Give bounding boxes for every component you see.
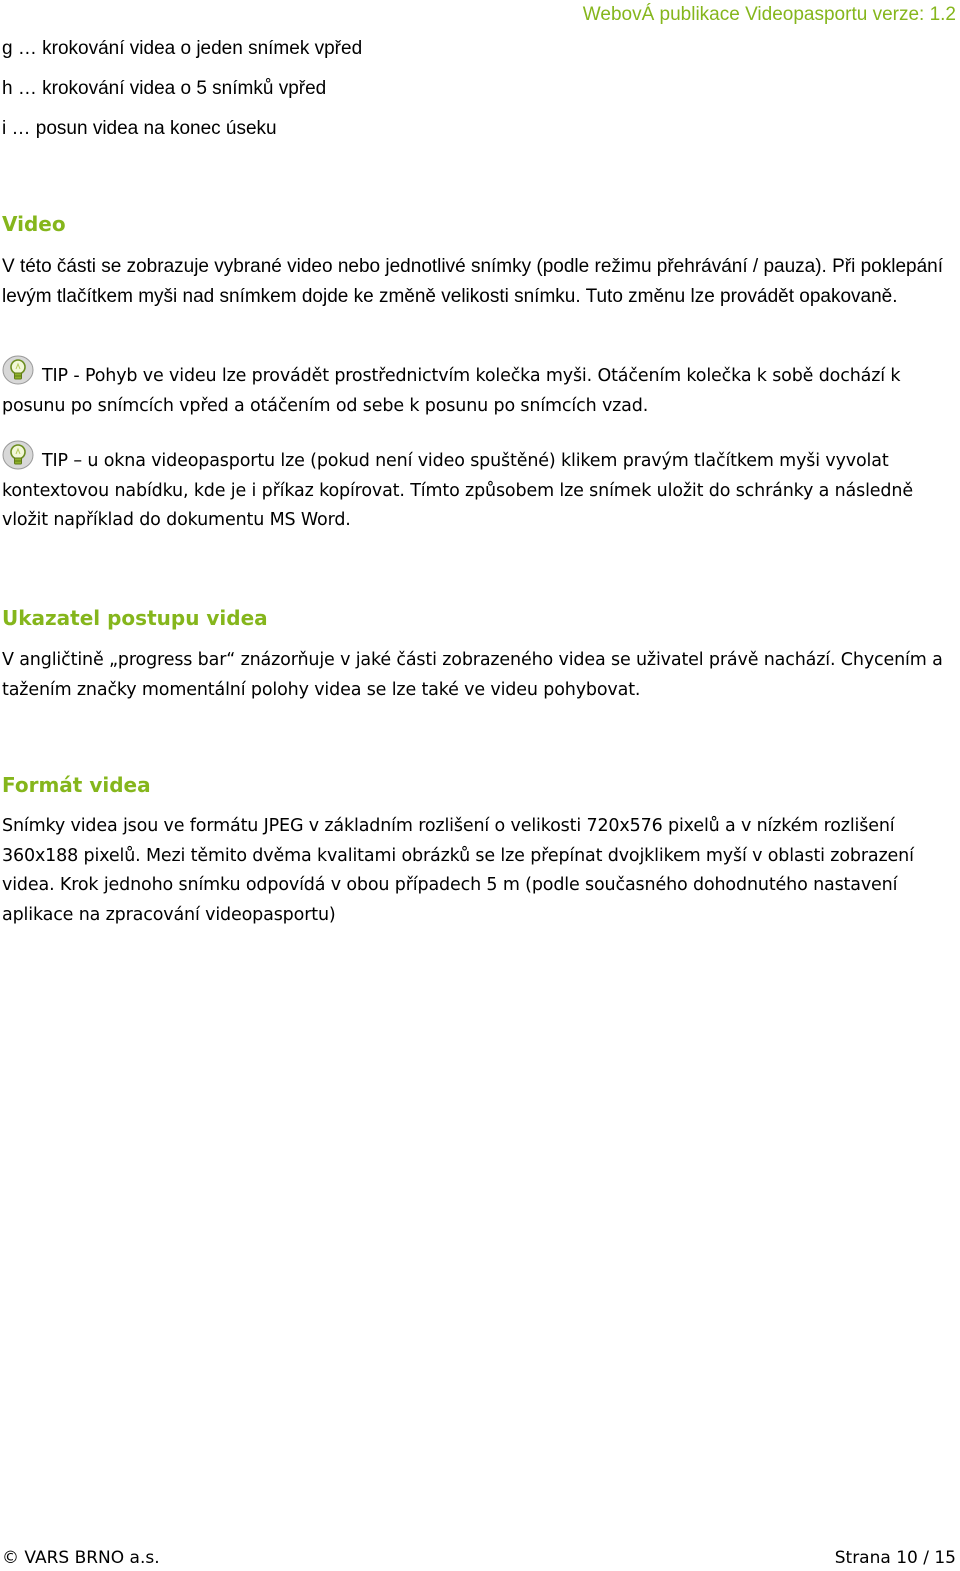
tip-context-menu — [2, 440, 952, 536]
tip-mouse-wheel — [2, 355, 952, 421]
progress-paragraph: V angličtině „progress bar“ znázorňuje v jaké části zobrazeného videa se uživatel právě nachází. Chycením a tažením značky momentální polohy videa se lze také ve videu pohybovat. — [2, 650, 943, 700]
section-heading-video: Video — [2, 212, 66, 236]
shortcut-g: g … krokování videa o jeden snímek vpřed — [2, 38, 363, 59]
footer-copyright: © VARS BRNO a.s. — [2, 1548, 160, 1568]
footer-page-number: Strana 10 / 15 — [834, 1548, 956, 1568]
shortcut-i: i … posun videa na konec úseku — [2, 118, 277, 139]
video-paragraph: V této části se zobrazuje vybrané video nebo jednotlivé snímky (podle režimu přehrávání / pauza). Při poklepání levým tlačítkem myši nad snímkem dojde ke změně velikosti snímku. Tuto změnu lze provádět opakovaně. — [2, 256, 944, 307]
tip-context-menu-text: TIP – u okna videopasportu lze (pokud není video spuštěné) klikem pravým tlačítkem myši vyvolat kontextovou nabídku, kde je i příkaz kopírovat. Tímto způsobem lze snímek uložit do schránky a následně vložit například do dokumentu MS Word. — [2, 451, 913, 530]
section-heading-progress: Ukazatel postupu videa — [2, 606, 268, 630]
format-paragraph: Snímky videa jsou ve formátu JPEG v základním rozlišení o velikosti 720x576 pixelů a v nízkém rozlišení 360x188 pixelů. Mezi těmito dvěma kvalitami obrázků se lze přepínat dvojklikem myší v oblasti zobrazení videa. Krok jednoho snímku odpovídá v obou případech 5 m (podle současného dohodnutého nastavení aplikace na zpracování videopasportu) — [2, 816, 914, 925]
lightbulb-icon — [2, 355, 34, 387]
section-heading-format: Formát videa — [2, 773, 151, 797]
shortcut-h: h … krokování videa o 5 snímků vpřed — [2, 78, 327, 99]
document-header-title: WebovÁ publikace Videopasportu verze: 1.2 — [582, 4, 956, 25]
tip-mouse-wheel-text: TIP - Pohyb ve videu lze provádět prostřednictvím kolečka myši. Otáčením kolečka k sobě dochází k posunu po snímcích vpřed a otáčením od sebe k posunu po snímcích vzad. — [2, 366, 901, 416]
lightbulb-icon — [2, 440, 34, 472]
